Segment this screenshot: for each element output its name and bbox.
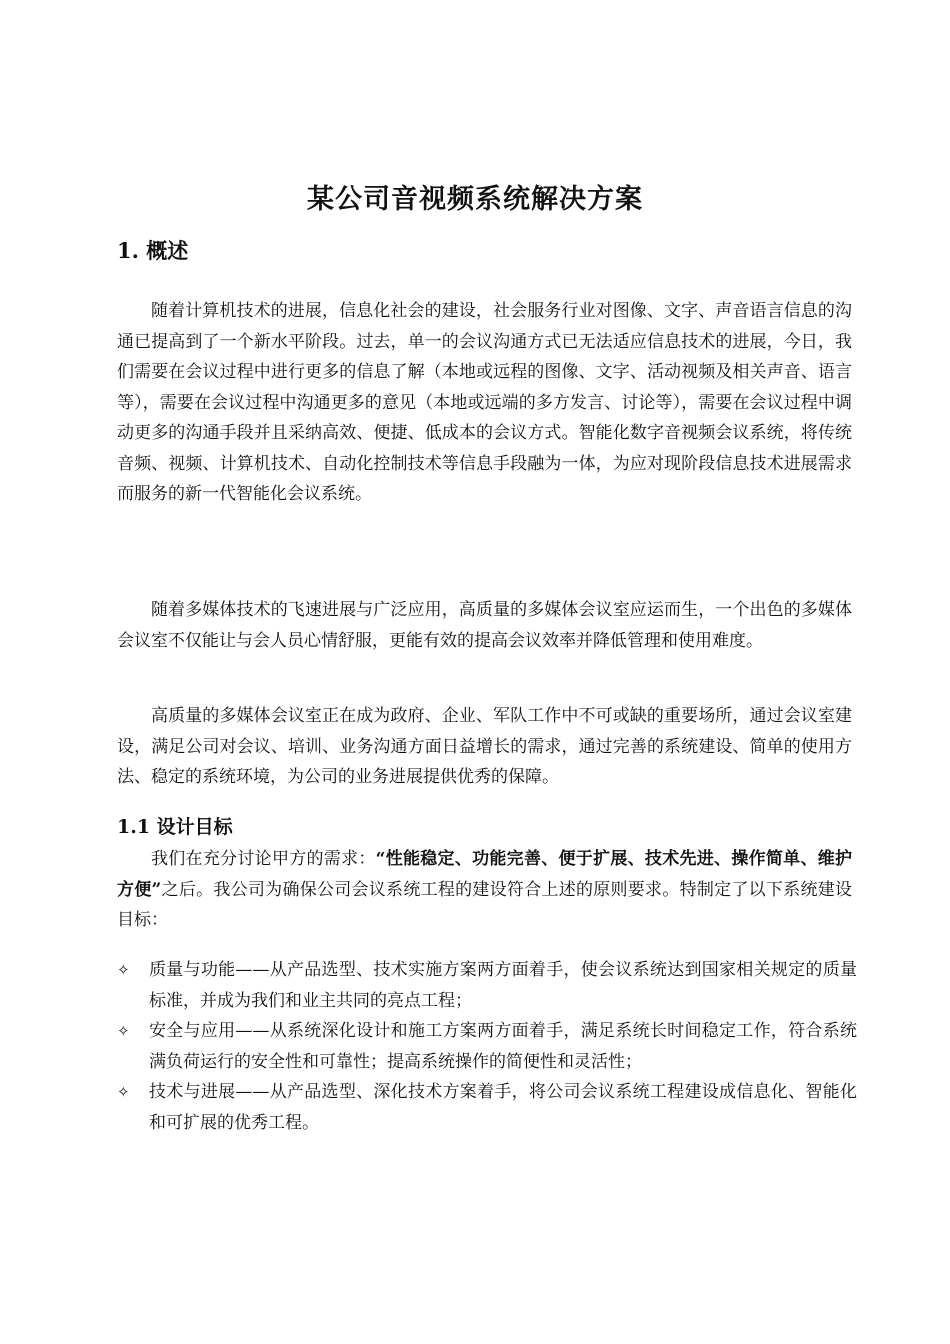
- list-item: [117, 955, 857, 1016]
- section-heading-design-goals: 1.1 设计目标: [117, 816, 233, 838]
- intro-text-after: 之后。我公司为确保公司会议系统工程的建设符合上述的原则要求。特制定了以下系统建设目标：: [117, 879, 852, 930]
- overview-paragraph-2: 随着多媒体技术的飞速进展与广泛应用，高质量的多媒体会议室应运而生，一个出色的多媒体会议室不仅能让与会人员心情舒服，更能有效的提高会议效率并降低管理和使用难度。: [117, 600, 852, 651]
- intro-requirements-quote: “性能稳定、功能完善、便于扩展、技术先进、操作简单、维护方便”: [117, 849, 853, 900]
- diamond-star-icon: ✧: [117, 1022, 130, 1040]
- document-title: 某公司音视频系统解决方案: [307, 184, 643, 215]
- design-goals-list: [117, 955, 857, 1138]
- diamond-star-icon: ✧: [117, 961, 130, 979]
- design-goals-intro: [117, 844, 852, 936]
- list-item: [117, 1016, 857, 1077]
- diamond-star-icon: ✧: [117, 1083, 130, 1101]
- section-heading-overview: 1. 概述: [117, 238, 189, 263]
- list-item-text: 技术与进展——从产品选型、深化技术方案着手，将公司会议系统工程建设成信息化、智能化和可扩展的优秀工程。: [149, 1082, 857, 1133]
- list-item-text: 安全与应用——从系统深化设计和施工方案两方面着手，满足系统长时间稳定工作，符合系统满负荷运行的安全性和可靠性；提高系统操作的简便性和灵活性；: [149, 1021, 857, 1072]
- overview-paragraph-3: 高质量的多媒体会议室正在成为政府、企业、军队工作中不可或缺的重要场所，通过会议室建设，满足公司对会议、培训、业务沟通方面日益增长的需求，通过完善的系统建设、简单的使用方法、稳定的系统环境，为公司的业务进展提供优秀的保障。: [117, 706, 852, 787]
- intro-text-before: 我们在充分讨论甲方的需求：: [151, 849, 376, 869]
- list-item: [117, 1077, 857, 1138]
- list-item-text: 质量与功能——从产品选型、技术实施方案两方面着手，使会议系统达到国家相关规定的质量标准，并成为我们和业主共同的亮点工程；: [149, 960, 857, 1011]
- overview-paragraph-1: 随着计算机技术的进展，信息化社会的建设，社会服务行业对图像、文字、声音语言信息的沟通已提高到了一个新水平阶段。过去，单一的会议沟通方式已无法适应信息技术的进展，今日，我们需要在会议过程中进行更多的信息了解（本地或远程的图像、文字、活动视频及相关声音、语言等），需要在会议过程中沟通更多的意见（本地或远端的多方发言、讨论等），需要在会议过程中调动更多的沟通手段并且采纳高效、便捷、低成本的会议方式。智能化数字音视频会议系统，将传统音频、视频、计算机技术、自动化控制技术等信息手段融为一体，为应对现阶段信息技术进展需求而服务的新一代智能化会议系统。: [117, 301, 852, 504]
